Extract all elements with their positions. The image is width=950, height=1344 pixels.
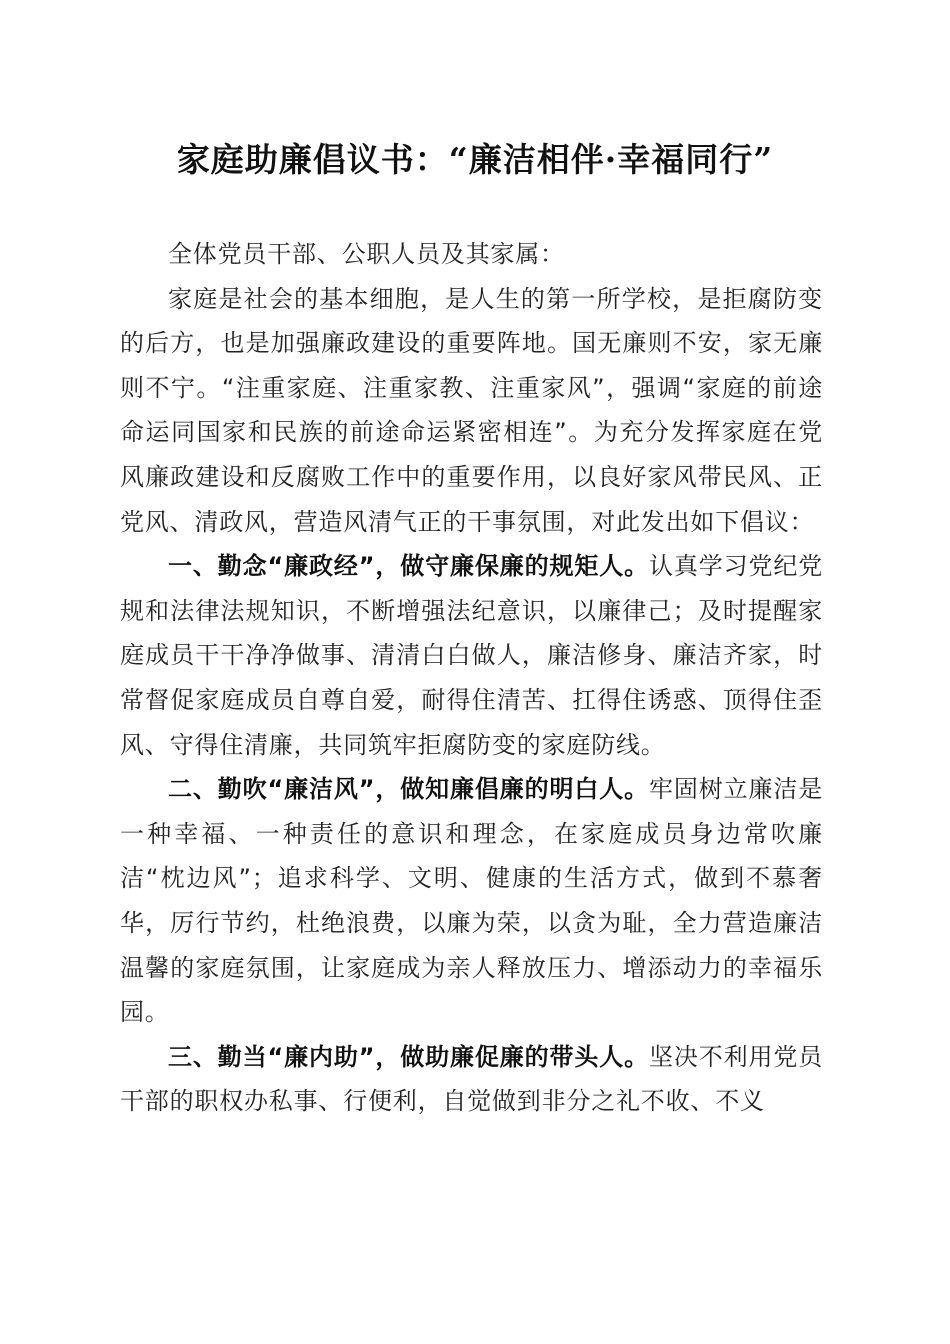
- point-heading: 二、勤吹“廉洁风”，做知廉倡廉的明白人。: [168, 775, 649, 804]
- point-text: 坚决不利用党员干部的职权办私事、行便利，自觉做到非分之礼不收、不义: [120, 1042, 823, 1116]
- document-body: [120, 232, 823, 1124]
- point-text: 认真学习党纪党规和法律法规知识，不断增强法纪意识，以廉律己；及时提醒家庭成员干干净净做事、清清白白做人，廉洁修身、廉洁齐家，时常督促家庭成员自尊自爱，耐得住清苦、扛得住诱惑、顶得住歪风、守得住清廉，共同筑牢拒腐防变的家庭防线。: [120, 552, 823, 759]
- document-title: 家庭助廉倡议书：“廉洁相伴·幸福同行”: [176, 140, 774, 179]
- point-text: 牢固树立廉洁是一种幸福、一种责任的意识和理念，在家庭成员身边常吹廉洁“枕边风”；追求科学、文明、健康的生活方式，做到不慕奢华，厉行节约，杜绝浪费，以廉为荣，以贪为耻，全力营造廉洁温馨的家庭氛围，让家庭成为亲人释放压力、增添动力的幸福乐园。: [120, 775, 823, 1027]
- point-heading: 一、勤念“廉政经”，做守廉保廉的规矩人。: [168, 552, 649, 581]
- point-paragraph-2: [120, 767, 823, 1035]
- intro-paragraph: 家庭是社会的基本细胞，是人生的第一所学校，是拒腐防变的后方，也是加强廉政建设的重要阵地。国无廉则不安，家无廉则不宁。“注重家庭、注重家教、注重家风”，强调“家庭的前途命运同国家和民族的前途命运紧密相连”。为充分发挥家庭在党风廉政建设和反腐败工作中的重要作用，以良好家风带民风、正党风、清政风，营造风清气正的干事氛围，对此发出如下倡议：: [120, 284, 823, 536]
- point-paragraph-3: [120, 1035, 823, 1124]
- point-heading: 三、勤当“廉内助”，做助廉促廉的带头人。: [168, 1042, 649, 1071]
- salutation: 全体党员干部、公职人员及其家属：: [168, 240, 565, 268]
- point-paragraph-1: [120, 544, 823, 767]
